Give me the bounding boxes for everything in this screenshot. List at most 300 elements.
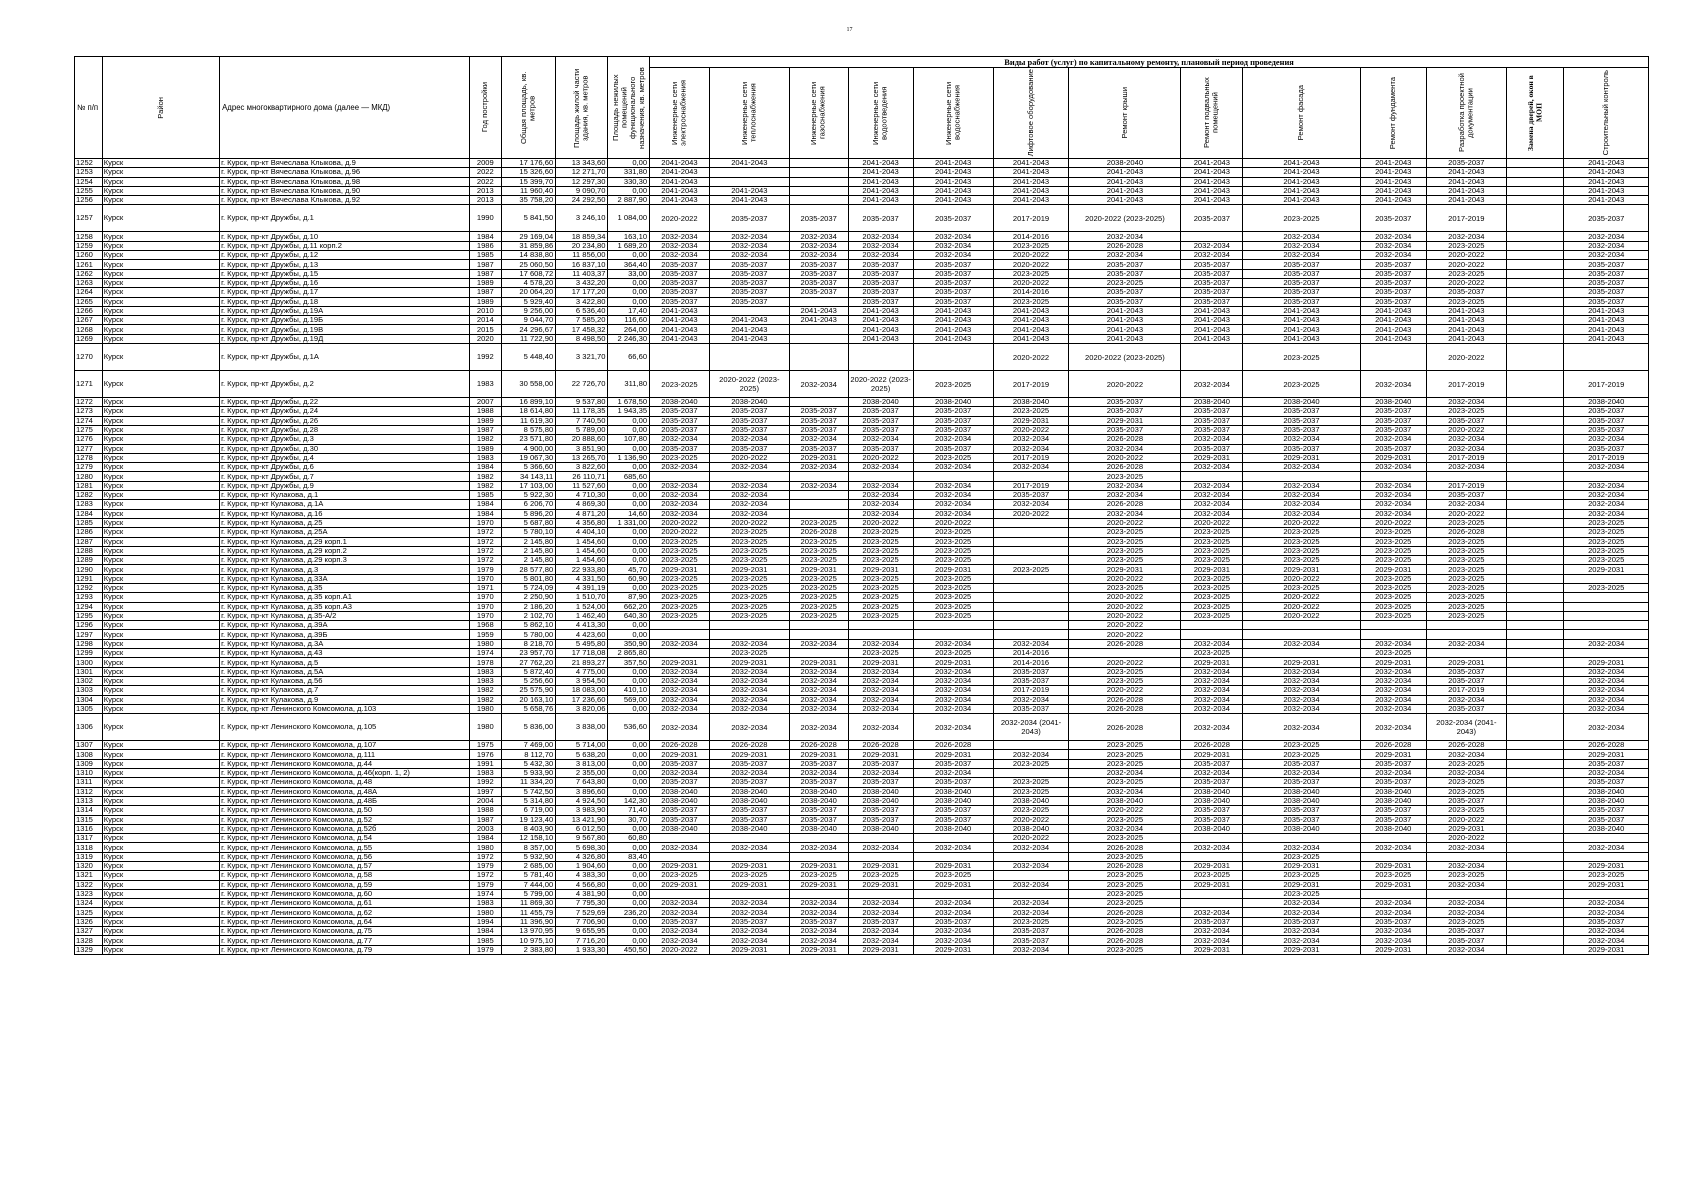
table-cell: [993, 593, 1069, 602]
table-cell: 2032-2034: [913, 435, 993, 444]
table-cell: 1 933,30: [556, 945, 608, 954]
table-cell: 2041-2043: [1243, 334, 1360, 343]
table-cell: 60,90: [608, 574, 650, 583]
table-cell: 2032-2034: [848, 695, 913, 704]
table-cell: 1974: [469, 889, 501, 898]
table-cell: 2023-2025: [650, 871, 710, 880]
table-cell: 2035-2037: [913, 778, 993, 787]
table-cell: 4 871,20: [556, 509, 608, 518]
table-cell: 2029-2031: [913, 880, 993, 889]
table-cell: 1277: [75, 444, 103, 453]
table-cell: 2017-2019: [993, 686, 1069, 695]
table-cell: 1983: [469, 769, 501, 778]
table-cell: 1313: [75, 796, 103, 805]
table-cell: 2032-2034: [848, 500, 913, 509]
table-cell: 2032-2034: [1243, 843, 1360, 852]
table-cell: Курск: [102, 750, 219, 759]
table-cell: 2038-2040: [1243, 796, 1360, 805]
table-cell: 2035-2037: [650, 806, 710, 815]
table-cell: 15 399,70: [501, 177, 555, 186]
table-cell: 2032-2034: [650, 500, 710, 509]
table-cell: г. Курск, пр-кт Ленинского Комсомола, д.61: [220, 899, 470, 908]
table-cell: 2035-2037: [1564, 444, 1649, 453]
table-cell: 2032-2034: [1069, 491, 1181, 500]
table-cell: 2041-2043: [1181, 325, 1243, 334]
table-cell: 2023-2025: [993, 407, 1069, 416]
table-cell: 2020-2022: [1243, 611, 1360, 620]
table-cell: 1972: [469, 546, 501, 555]
table-cell: [1564, 574, 1649, 583]
table-cell: Курск: [102, 945, 219, 954]
table-cell: 2032-2034: [1360, 371, 1426, 398]
header-work-doors-windows: [1506, 68, 1564, 159]
table-cell: 2032-2034: [1426, 463, 1506, 472]
table-row: [75, 621, 1649, 630]
table-cell: 2032-2034: [1426, 639, 1506, 648]
table-cell: [1360, 834, 1426, 843]
table-cell: 2029-2031: [1360, 750, 1426, 759]
table-cell: 1980: [469, 639, 501, 648]
table-cell: [789, 649, 848, 658]
table-cell: 2032-2034: [1243, 639, 1360, 648]
table-cell: 2032-2034: [1564, 491, 1649, 500]
table-cell: 2023-2025: [1426, 602, 1506, 611]
table-cell: 2023-2025: [1181, 537, 1243, 546]
table-cell: 2035-2037: [1360, 815, 1426, 824]
table-cell: 2035-2037: [1360, 444, 1426, 453]
header-work-label: Инженерные сети электроснабжения: [669, 79, 688, 147]
table-cell: [993, 583, 1069, 592]
table-cell: Курск: [102, 899, 219, 908]
table-cell: 1320: [75, 862, 103, 871]
table-cell: 2041-2043: [913, 325, 993, 334]
table-cell: 3 822,60: [556, 463, 608, 472]
table-cell: 2038-2040: [993, 398, 1069, 407]
table-cell: 2029-2031: [1243, 658, 1360, 667]
table-cell: 2023-2025: [1426, 778, 1506, 787]
table-cell: [993, 472, 1069, 481]
table-cell: 20 163,10: [501, 695, 555, 704]
table-cell: [1564, 602, 1649, 611]
table-cell: [789, 186, 848, 195]
table-cell: 2020-2022: [1069, 686, 1181, 695]
table-cell: [993, 518, 1069, 527]
table-cell: [1506, 168, 1564, 177]
table-cell: 0,00: [608, 500, 650, 509]
table-cell: [1426, 630, 1506, 639]
table-cell: 8 357,00: [501, 843, 555, 852]
table-cell: 1971: [469, 583, 501, 592]
table-cell: 2035-2037: [848, 778, 913, 787]
table-cell: 2023-2025: [993, 269, 1069, 278]
table-cell: 2041-2043: [1564, 325, 1649, 334]
table-cell: 2032-2034: [1360, 927, 1426, 936]
table-cell: 2035-2037: [1243, 297, 1360, 306]
table-cell: Курск: [102, 288, 219, 297]
table-cell: 2032-2034: [1564, 241, 1649, 250]
table-cell: [650, 834, 710, 843]
table-cell: 25 575,90: [501, 686, 555, 695]
table-cell: [993, 769, 1069, 778]
table-cell: [1506, 927, 1564, 936]
table-cell: 2023-2025: [1069, 945, 1181, 954]
table-cell: 2023-2025: [709, 546, 789, 555]
table-cell: 2035-2037: [1426, 416, 1506, 425]
table-cell: 2038-2040: [1069, 796, 1181, 805]
table-cell: 2032-2034: [650, 463, 710, 472]
table-cell: 2032-2034: [709, 676, 789, 685]
table-cell: 2035-2037: [993, 927, 1069, 936]
table-cell: 2032-2034: [709, 251, 789, 260]
table-cell: г. Курск, пр-кт Ленинского Комсомола, д.52: [220, 815, 470, 824]
table-row: [75, 168, 1649, 177]
table-cell: 28 577,80: [501, 565, 555, 574]
table-cell: 2038-2040: [709, 824, 789, 833]
table-cell: 2029-2031: [1181, 750, 1243, 759]
table-cell: 2035-2037: [650, 815, 710, 824]
table-cell: 2038-2040: [1564, 787, 1649, 796]
table-cell: [1506, 695, 1564, 704]
table-cell: 2023-2025: [1360, 546, 1426, 555]
table-cell: 2023-2025: [709, 574, 789, 583]
table-cell: 2035-2037: [1426, 288, 1506, 297]
table-cell: 2035-2037: [1243, 407, 1360, 416]
table-cell: 1273: [75, 407, 103, 416]
table-cell: 1984: [469, 927, 501, 936]
table-cell: 2023-2025: [913, 528, 993, 537]
table-cell: [1506, 611, 1564, 620]
table-row: [75, 852, 1649, 861]
table-cell: 2023-2025: [650, 574, 710, 583]
table-cell: 2032-2034: [1360, 491, 1426, 500]
table-row: [75, 583, 1649, 592]
table-cell: 1972: [469, 556, 501, 565]
table-cell: [1181, 852, 1243, 861]
table-cell: 0,00: [608, 630, 650, 639]
table-cell: 2023-2025: [1426, 546, 1506, 555]
table-cell: 2023-2025: [1426, 583, 1506, 592]
table-cell: [650, 649, 710, 658]
table-cell: 2035-2037: [1181, 806, 1243, 815]
table-cell: 2029-2031: [709, 880, 789, 889]
table-cell: 3 954,50: [556, 676, 608, 685]
table-cell: [993, 574, 1069, 583]
table-cell: 357,50: [608, 658, 650, 667]
table-cell: 2020-2022: [1243, 593, 1360, 602]
table-cell: 2035-2037: [1181, 759, 1243, 768]
table-cell: 2041-2043: [913, 196, 993, 205]
table-cell: 1 454,60: [556, 537, 608, 546]
table-cell: 2038-2040: [709, 787, 789, 796]
table-cell: 2035-2037: [709, 278, 789, 287]
table-cell: 1970: [469, 602, 501, 611]
table-cell: 4 900,00: [501, 444, 555, 453]
table-cell: 2041-2043: [913, 159, 993, 168]
table-cell: 71,40: [608, 806, 650, 815]
table-cell: 330,30: [608, 177, 650, 186]
page-number: 17: [846, 27, 853, 33]
table-cell: г. Курск, пр-кт Дружбы, д.12: [220, 251, 470, 260]
table-cell: 2023-2025: [993, 917, 1069, 926]
header-works-group: Виды работ (услуг) по капитальному ремонту, плановый период проведения: [650, 57, 1649, 68]
table-cell: 2023-2025: [1181, 871, 1243, 880]
table-cell: 2032-2034: [650, 843, 710, 852]
table-cell: 11 527,60: [556, 481, 608, 490]
table-cell: 2032-2034: [1069, 824, 1181, 833]
table-cell: 2020-2022: [1069, 453, 1181, 462]
table-cell: 0,00: [608, 787, 650, 796]
table-cell: 45,70: [608, 565, 650, 574]
table-cell: 2032-2034: [993, 899, 1069, 908]
table-cell: Курск: [102, 574, 219, 583]
header-num: № п/п: [75, 57, 103, 159]
table-cell: 3 851,90: [556, 444, 608, 453]
table-cell: г. Курск, пр-кт Дружбы, д.7: [220, 472, 470, 481]
table-cell: 2004: [469, 796, 501, 805]
table-cell: 2032-2034: [848, 843, 913, 852]
table-cell: 1989: [469, 297, 501, 306]
table-cell: Курск: [102, 927, 219, 936]
table-cell: 2041-2043: [1426, 316, 1506, 325]
table-cell: [1506, 241, 1564, 250]
table-cell: 2035-2037: [1360, 205, 1426, 232]
table-cell: 21 893,27: [556, 658, 608, 667]
table-cell: [1506, 936, 1564, 945]
table-cell: 2035-2037: [848, 416, 913, 425]
table-cell: 2032-2034: [1243, 899, 1360, 908]
table-cell: 11 869,30: [501, 899, 555, 908]
table-cell: Курск: [102, 917, 219, 926]
table-cell: г. Курск, пр-кт Кулакова, д.29 корп.3: [220, 556, 470, 565]
table-cell: 1299: [75, 649, 103, 658]
table-cell: 2032-2034: [1426, 232, 1506, 241]
table-cell: 2041-2043: [789, 306, 848, 315]
table-cell: 2035-2037: [789, 260, 848, 269]
table-cell: 2041-2043: [650, 196, 710, 205]
table-cell: 2032-2034: [709, 936, 789, 945]
table-cell: 22 726,70: [556, 371, 608, 398]
table-cell: 2032-2034: [913, 843, 993, 852]
table-cell: г. Курск, пр-кт Кулакова, д.1А: [220, 500, 470, 509]
table-cell: 2035-2037: [1564, 778, 1649, 787]
table-row: [75, 306, 1649, 315]
table-cell: 2032-2034: [1181, 481, 1243, 490]
table-cell: 2026-2028: [1426, 741, 1506, 750]
table-cell: 2041-2043: [1243, 177, 1360, 186]
table-cell: 685,60: [608, 472, 650, 481]
table-cell: 23 571,80: [501, 435, 555, 444]
table-cell: 2032-2034: [709, 686, 789, 695]
header-work-label: Ремонт крыши: [1119, 87, 1129, 139]
table-cell: 2032-2034: [1181, 435, 1243, 444]
table-cell: 1321: [75, 871, 103, 880]
table-cell: 2029-2031: [650, 565, 710, 574]
table-cell: 5 929,40: [501, 297, 555, 306]
table-cell: 2023-2025: [789, 537, 848, 546]
table-cell: 364,40: [608, 260, 650, 269]
table-cell: 2035-2037: [1243, 759, 1360, 768]
table-cell: 2032-2034: [709, 843, 789, 852]
table-row: [75, 518, 1649, 527]
table-cell: 2026-2028: [1069, 639, 1181, 648]
table-cell: 2023-2025: [650, 453, 710, 462]
table-cell: 2035-2037: [1360, 278, 1426, 287]
table-cell: 1308: [75, 750, 103, 759]
table-cell: 2023-2025: [913, 583, 993, 592]
table-cell: г. Курск, пр-кт Вячеслава Клыкова, д.96: [220, 168, 470, 177]
table-cell: 20 234,80: [556, 241, 608, 250]
table-cell: 2035-2037: [709, 917, 789, 926]
table-cell: 2035-2037: [650, 260, 710, 269]
table-cell: Курск: [102, 546, 219, 555]
table-cell: 2035-2037: [650, 407, 710, 416]
table-cell: 2032-2034: [1426, 945, 1506, 954]
table-cell: 2032-2034: [1069, 251, 1181, 260]
table-row: [75, 196, 1649, 205]
table-cell: г. Курск, пр-кт Кулакова, д.39А: [220, 621, 470, 630]
header-total-area-label: Общая площадь, кв. метров: [518, 71, 537, 144]
table-cell: [1506, 278, 1564, 287]
table-cell: 2032-2034: [789, 463, 848, 472]
table-cell: [1506, 676, 1564, 685]
table-cell: 2032-2034: [1243, 251, 1360, 260]
table-cell: Курск: [102, 453, 219, 462]
table-cell: 2029-2031: [789, 565, 848, 574]
table-cell: 2032-2034: [1243, 481, 1360, 490]
table-cell: 2038-2040: [650, 398, 710, 407]
table-cell: 1297: [75, 630, 103, 639]
table-cell: 2041-2043: [993, 325, 1069, 334]
table-cell: 1263: [75, 278, 103, 287]
table-cell: 2029-2031: [1564, 945, 1649, 954]
table-cell: 2029-2031: [1069, 416, 1181, 425]
table-cell: 2041-2043: [1181, 159, 1243, 168]
table-cell: 5 256,60: [501, 676, 555, 685]
table-cell: 2032-2034: [789, 435, 848, 444]
table-cell: 2041-2043: [650, 168, 710, 177]
table-cell: 2026-2028: [1069, 241, 1181, 250]
table-cell: 2032-2034: [1564, 481, 1649, 490]
table-cell: 5 789,00: [556, 425, 608, 434]
table-cell: 2035-2037: [1243, 288, 1360, 297]
table-cell: 2041-2043: [650, 177, 710, 186]
table-cell: г. Курск, пр-кт Дружбы, д.26: [220, 416, 470, 425]
table-cell: [1243, 472, 1360, 481]
header-work-water: [913, 68, 993, 159]
table-cell: 2032-2034: [709, 769, 789, 778]
table-cell: 2023-2025: [1243, 344, 1360, 371]
table-cell: г. Курск, пр-кт Дружбы, д.3: [220, 435, 470, 444]
table-cell: 2032-2034 (2041-2043): [1426, 714, 1506, 741]
table-cell: Курск: [102, 796, 219, 805]
table-cell: 2041-2043: [848, 186, 913, 195]
table-cell: 2029-2031: [1243, 880, 1360, 889]
table-cell: 2023-2025: [848, 583, 913, 592]
table-cell: 142,30: [608, 796, 650, 805]
table-cell: [789, 177, 848, 186]
table-cell: 2035-2037: [1181, 416, 1243, 425]
table-cell: 2023-2025: [1243, 741, 1360, 750]
table-cell: 2032-2034: [1360, 899, 1426, 908]
table-cell: 2020-2022 (2023-2025): [848, 371, 913, 398]
table-cell: 2038-2040: [913, 787, 993, 796]
table-cell: 2035-2037: [1426, 927, 1506, 936]
table-cell: 17 718,08: [556, 649, 608, 658]
table-cell: 1972: [469, 852, 501, 861]
table-cell: 1276: [75, 435, 103, 444]
table-cell: 2041-2043: [1181, 316, 1243, 325]
table-cell: Курск: [102, 704, 219, 713]
table-cell: 2032-2034: [709, 491, 789, 500]
table-cell: 1329: [75, 945, 103, 954]
table-cell: 2023-2025: [993, 297, 1069, 306]
table-cell: 2029-2031: [1360, 880, 1426, 889]
table-cell: 2032-2034: [650, 639, 710, 648]
table-row: [75, 889, 1649, 898]
table-cell: 2038-2040: [1243, 824, 1360, 833]
table-cell: 2 145,80: [501, 556, 555, 565]
table-cell: 1982: [469, 435, 501, 444]
table-cell: [1506, 325, 1564, 334]
table-cell: 1 904,60: [556, 862, 608, 871]
table-cell: 1284: [75, 509, 103, 518]
table-cell: 2023-2025: [709, 611, 789, 620]
table-cell: 2023-2025: [1069, 871, 1181, 880]
table-cell: 2035-2037: [1426, 667, 1506, 676]
table-cell: 2041-2043: [1181, 306, 1243, 315]
table-row: [75, 862, 1649, 871]
table-cell: 2026-2028: [913, 741, 993, 750]
table-cell: 2023-2025: [1360, 537, 1426, 546]
table-cell: 1980: [469, 843, 501, 852]
table-cell: 569,00: [608, 695, 650, 704]
table-cell: Курск: [102, 843, 219, 852]
table-cell: [1506, 288, 1564, 297]
table-cell: 2041-2043: [1069, 186, 1181, 195]
table-cell: 2032-2034: [1564, 667, 1649, 676]
table-cell: 2029-2031: [1181, 880, 1243, 889]
table-cell: [1564, 630, 1649, 639]
table-cell: 2032-2034: [913, 676, 993, 685]
table-cell: 2032-2034: [993, 908, 1069, 917]
table-cell: 2029-2031: [1426, 658, 1506, 667]
table-cell: 2035-2037: [1360, 778, 1426, 787]
table-cell: 2032-2034: [848, 509, 913, 518]
table-cell: 2032-2034: [1564, 927, 1649, 936]
table-cell: 8 403,90: [501, 824, 555, 833]
table-cell: 2032-2034: [1426, 435, 1506, 444]
table-cell: 2020-2022: [1426, 425, 1506, 434]
table-cell: 1 510,70: [556, 593, 608, 602]
table-cell: Курск: [102, 407, 219, 416]
table-cell: 2032-2034: [848, 908, 913, 917]
table-cell: [1506, 528, 1564, 537]
table-cell: Курск: [102, 518, 219, 527]
table-cell: 2023-2025: [1426, 565, 1506, 574]
table-row: [75, 843, 1649, 852]
table-cell: [1069, 649, 1181, 658]
table-cell: 2041-2043: [913, 186, 993, 195]
table-cell: 3 983,90: [556, 806, 608, 815]
table-cell: [1506, 491, 1564, 500]
table-cell: 16 899,10: [501, 398, 555, 407]
table-cell: 1985: [469, 251, 501, 260]
table-cell: 2038-2040: [789, 824, 848, 833]
table-cell: 2023-2025: [913, 593, 993, 602]
table-cell: 2023-2025: [848, 537, 913, 546]
table-cell: [1360, 344, 1426, 371]
table-cell: 2038-2040: [1181, 796, 1243, 805]
